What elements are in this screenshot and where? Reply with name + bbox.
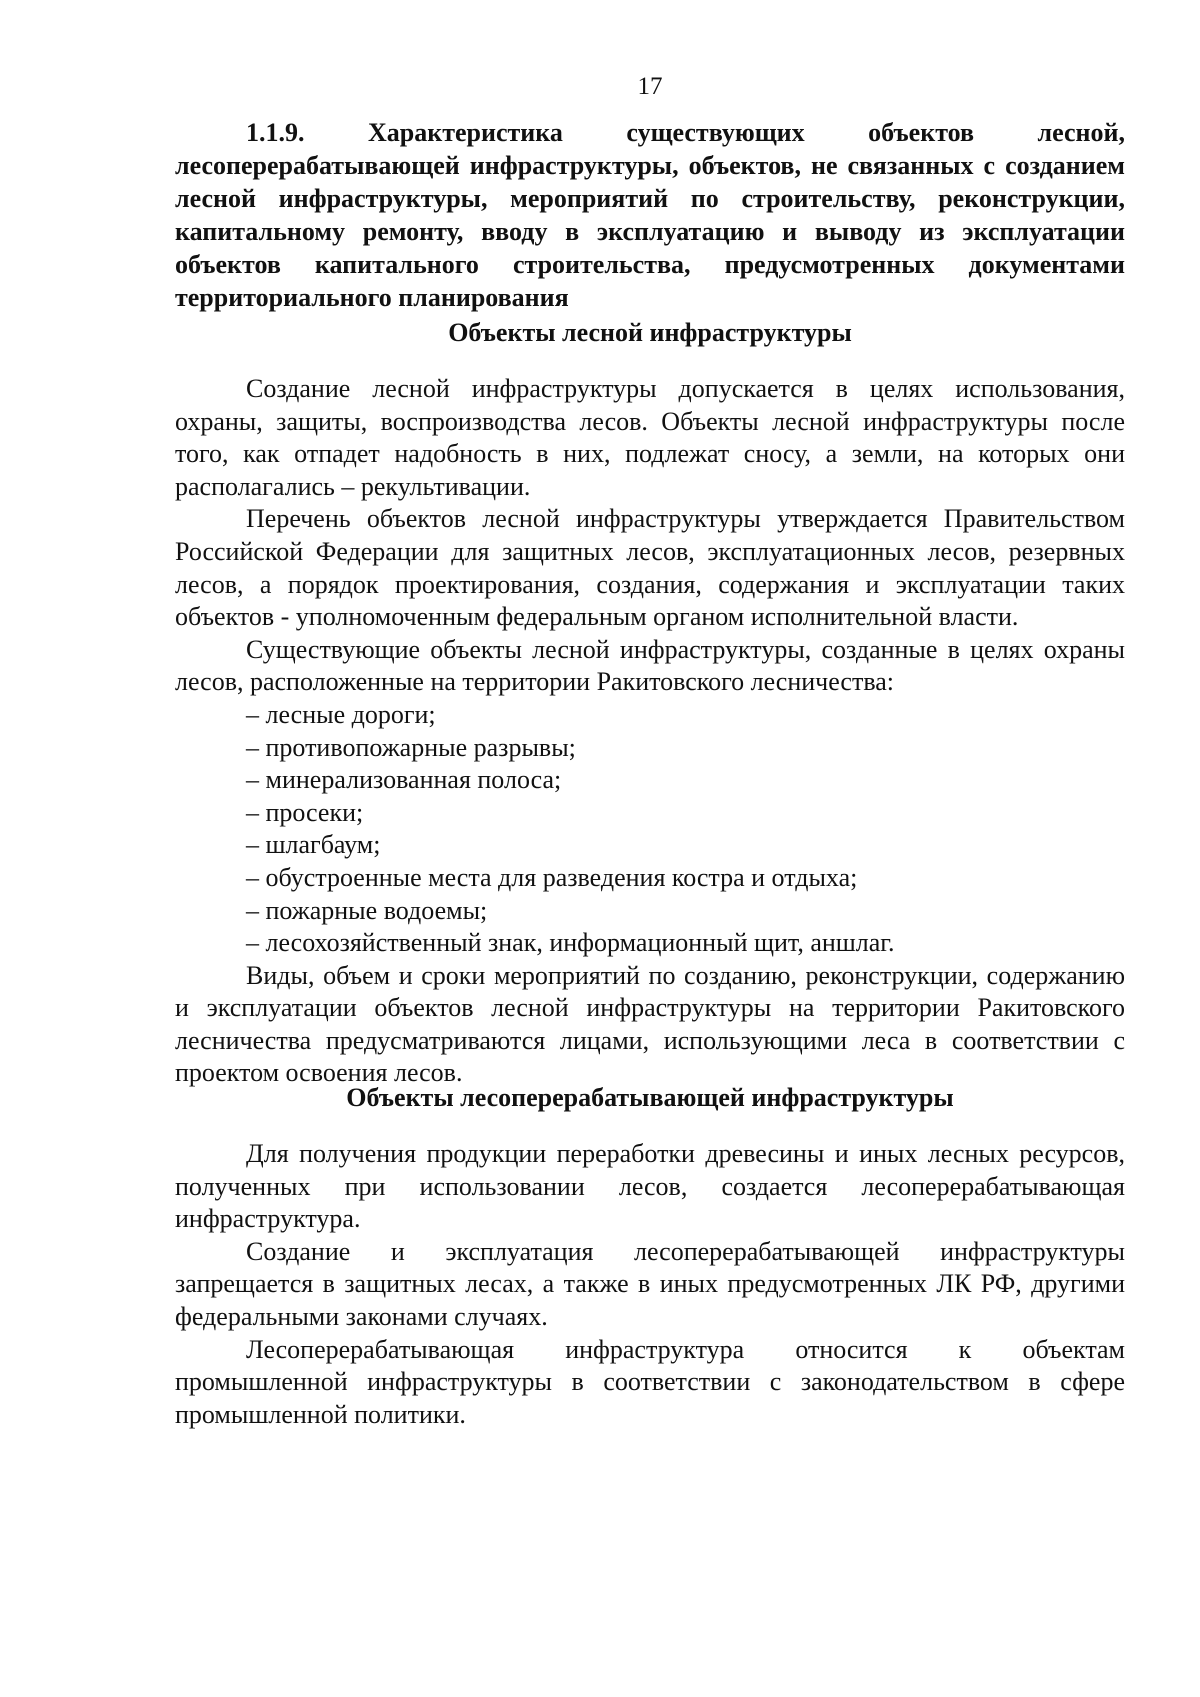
forest-infrastructure-heading: Объекты лесной инфраструктуры [448,318,852,347]
paragraph: Виды, объем и сроки мероприятий по созданию, реконструкции, содержанию и эксплуатации объектов лесной инфраструктуры на территории Ракитовского лесничества предусматриваются лицами, использующими леса в соответствии с проектом освоения лесов. [175,960,1125,1088]
paragraph: Создание и эксплуатация лесоперерабатывающей инфраструктуры запрещается в защитных лесах, а также в иных предусмотренных ЛК РФ, другими федеральными законами случаях. [175,1236,1125,1331]
list-item: – лесохозяйственный знак, информационный щит, аншлаг. [246,928,895,958]
list-item: – шлагбаум; [246,830,381,860]
list-item: – просеки; [246,797,364,827]
forest-infrastructure-list [175,699,1125,960]
wood-processing-heading: Объекты лесоперерабатывающей инфраструктуры [346,1083,954,1112]
paragraph: Для получения продукции переработки древесины и иных лесных ресурсов, полученных при использовании лесов, создается лесоперерабатывающая инфраструктура. [175,1139,1125,1234]
list-item: – лесные дороги; [246,699,436,729]
paragraph: Перечень объектов лесной инфраструктуры утверждается Правительством Российской Федерации для защитных лесов, эксплуатационных лесов, резервных лесов, а порядок проектирования, создания, содержания и эксплуатации таких объектов - уполномоченным федеральным органом исполнительной власти. [175,504,1125,632]
list-item: – пожарные водоемы; [246,895,488,925]
page-number: 17 [637,73,663,100]
list-item: – обустроенные места для разведения костра и отдыха; [246,862,858,892]
forest-infrastructure-body [175,373,1125,1090]
list-item: – минерализованная полоса; [246,765,562,795]
list-item: – противопожарные разрывы; [246,732,576,762]
paragraph: Создание лесной инфраструктуры допускается в целях использования, охраны, защиты, воспроизводства лесов. Объекты лесной инфраструктуры после того, как отпадет надобность в них, подлежат сносу, а земли, на которых они располагались – рекультивации. [175,374,1125,501]
paragraph: Существующие объекты лесной инфраструктуры, созданные в целях охраны лесов, расположенные на территории Ракитовского лесничества: [175,634,1125,697]
wood-processing-body [175,1138,1125,1431]
paragraph: Лесоперерабатывающая инфраструктура относится к объектам промышленной инфраструктуры в соответствии с законодательством в сфере промышленной политики. [175,1334,1125,1429]
section-heading: 1.1.9. Характеристика существующих объектов лесной, лесоперерабатывающей инфраструктуры, объектов, не связанных с созданием лесной инфраструктуры, мероприятий по строительству, реконструкции, капитальному ремонту, вводу в эксплуатацию и выводу из эксплуатации объектов капитального строительства, предусмотренных документами территориального планирования [175,118,1125,312]
